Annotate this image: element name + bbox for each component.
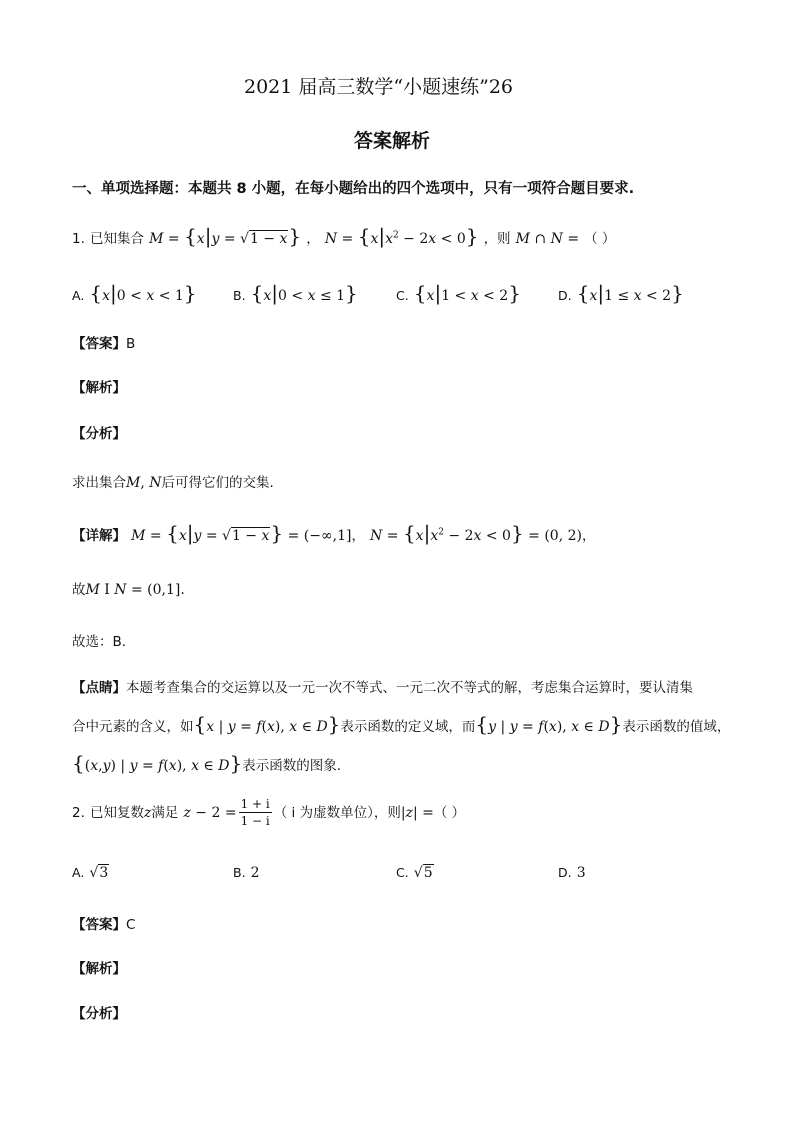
q2-option-d: D. 3: [558, 865, 586, 881]
q2-option-a: A. √3: [72, 865, 109, 881]
page-subtitle: 答案解析: [354, 130, 431, 152]
option-c: C. {x|1 < x < 2}: [396, 281, 521, 305]
question-number: 1.: [72, 231, 85, 247]
set-m-expression: M = {x|y = √1 − x}: [149, 224, 302, 248]
tip-line-2: 合中元素的含义，如{x | y = f(x), x ∈ D}表示函数的定义域，而{y | y = f(x), x ∈ D}表示函数的值域，: [72, 712, 731, 736]
question-1-stem: 1. 已知集合 M = {x|y = √1 − x} ， $N = \{x|x^2 - 2x < 0\}$ ，则 M ∩ N = （ ）: [72, 224, 616, 248]
answer-value: B: [126, 336, 136, 352]
q2-fenxi-tag: 【分析】: [72, 1006, 126, 1022]
answer-tag: 【答案】: [72, 917, 126, 933]
page-title: 2021 届高三数学“小题速练”26: [244, 76, 513, 98]
conclusion-line: 故M I N = (0,1].: [72, 582, 185, 598]
option-b: B. {x|0 < x ≤ 1}: [233, 281, 358, 305]
q2-analysis-tag: 【解析】: [72, 961, 126, 977]
section-heading: 一、单项选择题：本题共 8 小题，在每小题给出的四个选项中，只有一项符合题目要求.: [72, 181, 635, 197]
fenxi-tag: 【分析】: [72, 426, 126, 442]
q2-option-b: B. 2: [233, 865, 260, 881]
q2-option-c: C. √5: [396, 865, 433, 881]
answer-blank: （ ）: [584, 231, 616, 247]
set-n-expression: $N = \{x|x^2 - 2x < 0\}$: [324, 224, 479, 248]
fraction: $\frac{1 + i}{1 - i}$: [240, 797, 270, 828]
answer-tag: 【答案】: [72, 336, 126, 352]
answer-blank: （ ）: [433, 805, 466, 821]
answer-value: C: [126, 917, 136, 933]
q2-answer-line: [72, 913, 135, 933]
choice-line: 故选：B.: [72, 634, 127, 650]
question-number: 2.: [72, 805, 85, 821]
tip-line-3: {(x,y) | y = f(x), x ∈ D}表示函数的图象.: [72, 751, 342, 775]
detail-tag: 【详解】: [72, 528, 126, 544]
option-d: D. {x|1 ≤ x < 2}: [558, 281, 684, 305]
option-a: A. {x|0 < x < 1}: [72, 281, 197, 305]
fenxi-text: 求出集合M, N后可得它们的交集.: [72, 475, 274, 491]
stem-text: 已知集合: [89, 231, 144, 247]
analysis-tag: 【解析】: [72, 380, 126, 396]
question-2-stem: 2. 已知复数z满足 z − 2 = $\frac{1 + i}{1 - i}$ （ i 为虚数单位），则|z| =（ ）: [72, 797, 466, 828]
tip-tag: 【点睛】: [72, 680, 126, 696]
intersection-expression: M ∩ N =: [515, 231, 580, 247]
detail-line: 【详解】 M = {x|y = √1 − x} = (−∞,1]， $N = \{x|x^2 - 2x < 0\} = (0$, 2)，: [72, 521, 596, 545]
answer-line: [72, 332, 135, 352]
tip-line-1: 【点睛】本题考查集合的交运算以及一元一次不等式、一元二次不等式的解，考虑集合运算时，要认清集: [72, 680, 693, 696]
